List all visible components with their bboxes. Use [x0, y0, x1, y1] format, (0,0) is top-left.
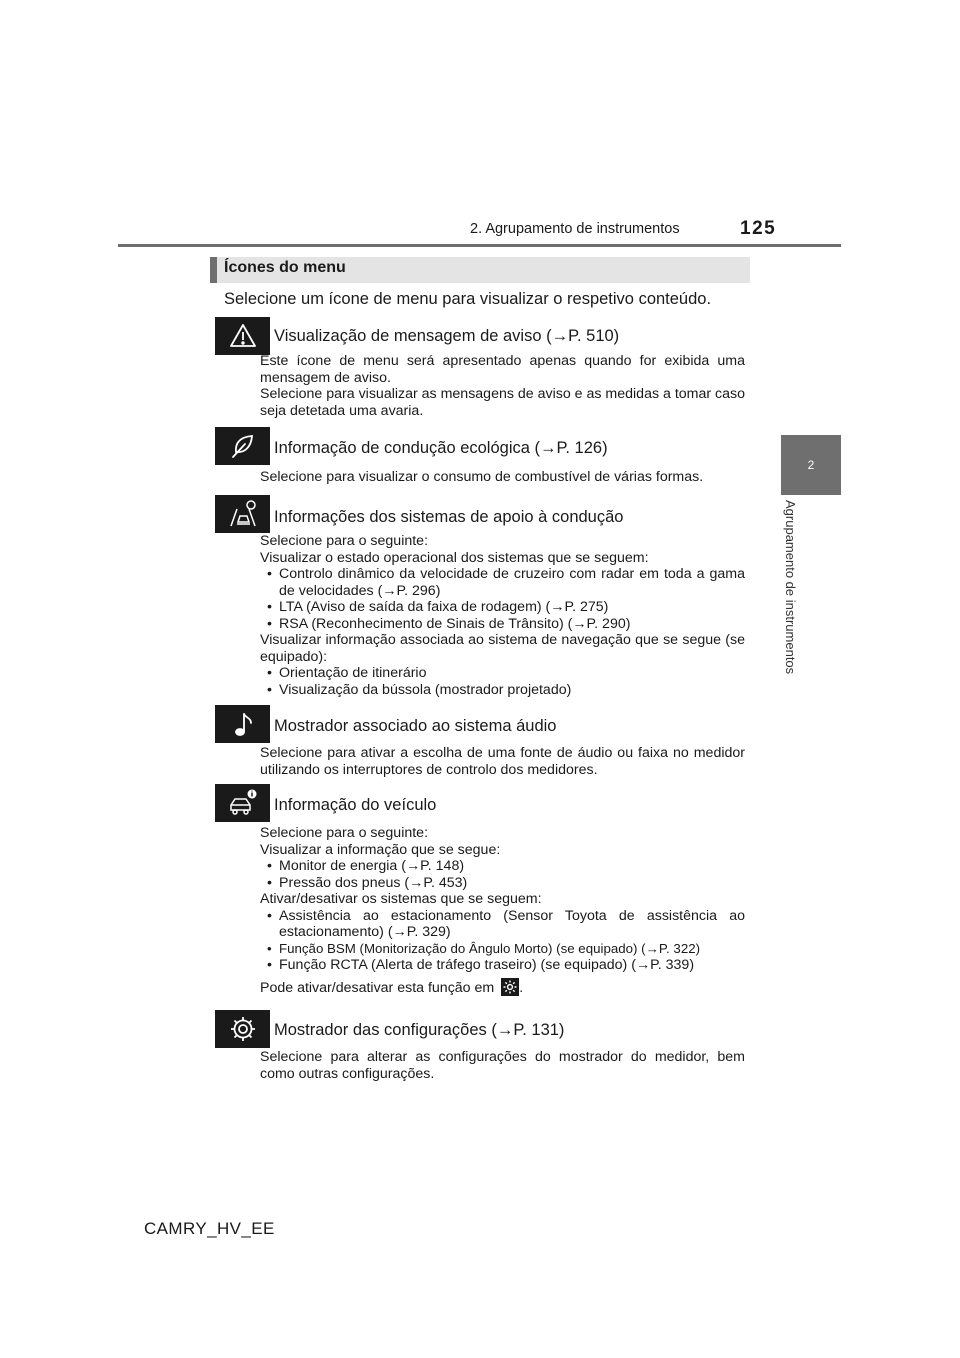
warning-triangle-icon [215, 317, 270, 355]
body-note [260, 978, 745, 997]
item-body-eco [260, 469, 745, 486]
body-paragraph: Este ícone de menu será apresentado apenas quando for exibida uma mensagem de aviso. [260, 353, 745, 386]
body-paragraph: Selecione para o seguinte: [260, 825, 429, 841]
chapter-tab [781, 435, 841, 495]
item-title-vehicle-info: Informação do veículo [274, 796, 437, 814]
item-title-driving-assist: Informações dos sistemas de apoio à condução [274, 508, 624, 526]
body-paragraph: Selecione para o seguinte: [260, 533, 429, 549]
section-heading [210, 257, 750, 283]
bullet-item: • Função BSM (Monitorização do Ângulo Morto) (se equipado) (→P. 322) [260, 941, 745, 958]
section-heading-bar [210, 257, 217, 283]
eco-leaf-icon [215, 427, 270, 465]
mini-gear-icon [501, 978, 519, 996]
note-end: . [519, 979, 524, 996]
bullet-item: • Assistência ao estacionamento (Sensor Toyota de assistência ao estacionamento) (→P. 329) [260, 908, 745, 941]
chapter-side-label [777, 500, 809, 700]
chapter-number: 2 [807, 458, 815, 472]
body-paragraph: Visualizar o estado operacional dos sistemas que se seguem: [260, 549, 649, 566]
bullet-item: • LTA (Aviso de saída da faixa de rodagem) (→P. 275) [260, 599, 745, 616]
section-heading-text: Ícones do menu [224, 259, 346, 276]
vehicle-info-icon [215, 784, 270, 822]
header-divider [118, 244, 841, 247]
item-title-warning: Visualização de mensagem de aviso (→P. 510) [274, 327, 620, 345]
music-note-icon [215, 705, 270, 743]
bullet-item: • Controlo dinâmico da velocidade de cruzeiro com radar em toda a gama de velocidades (→P. 296) [260, 566, 745, 599]
chapter-label-text: Agrupamento de instrumentos [783, 500, 798, 675]
item-body-driving-assist [260, 533, 745, 698]
bullet-item: • RSA (Reconhecimento de Sinais de Trânsito) (→P. 290) [260, 616, 745, 633]
note-text: Pode ativar/desativar esta função em [260, 979, 495, 996]
item-body-settings [260, 1049, 745, 1082]
body-paragraph: Selecione para visualizar as mensagens de aviso e as medidas a tomar caso seja detetada uma avaria. [260, 386, 746, 419]
item-title-settings: Mostrador das configurações (→P. 131) [274, 1021, 565, 1039]
bullet-item: • Visualização da bússola (mostrador projetado) [260, 682, 745, 699]
bullet-item: • Pressão dos pneus (→P. 453) [260, 875, 745, 892]
page-number: 125 [740, 218, 777, 239]
body-paragraph: Selecione para alterar as configurações do mostrador do medidor, bem como outras configurações. [260, 1049, 745, 1082]
body-paragraph: Selecione para visualizar o consumo de combustível de várias formas. [260, 469, 704, 485]
item-body-vehicle-info [260, 825, 745, 996]
running-header-section-title: 2. Agrupamento de instrumentos [470, 221, 680, 237]
body-paragraph: Visualizar a informação que se segue: [260, 841, 501, 858]
item-title-eco: Informação de condução ecológica (→P. 126) [274, 439, 608, 457]
body-paragraph: Visualizar informação associada ao sistema de navegação que se segue (se equipado): [260, 632, 745, 665]
item-body-audio [260, 745, 745, 778]
bullet-item: • Orientação de itinerário [260, 665, 745, 682]
settings-gear-icon [215, 1010, 270, 1048]
body-paragraph: Selecione para ativar a escolha de uma fonte de áudio ou faixa no medidor utilizando os interruptores de controlo dos medidores. [260, 745, 745, 778]
item-title-audio: Mostrador associado ao sistema áudio [274, 717, 557, 735]
footer-model-code: CAMRY_HV_EE [144, 1219, 275, 1238]
bullet-item: • Função RCTA (Alerta de tráfego traseiro) (se equipado) (→P. 339) [260, 957, 745, 974]
driving-assist-icon [215, 495, 270, 533]
section-intro: Selecione um ícone de menu para visualizar o respetivo conteúdo. [224, 290, 712, 308]
body-paragraph: Ativar/desativar os sistemas que se seguem: [260, 891, 542, 907]
bullet-item: • Monitor de energia (→P. 148) [260, 858, 745, 875]
item-body-warning [260, 353, 745, 419]
